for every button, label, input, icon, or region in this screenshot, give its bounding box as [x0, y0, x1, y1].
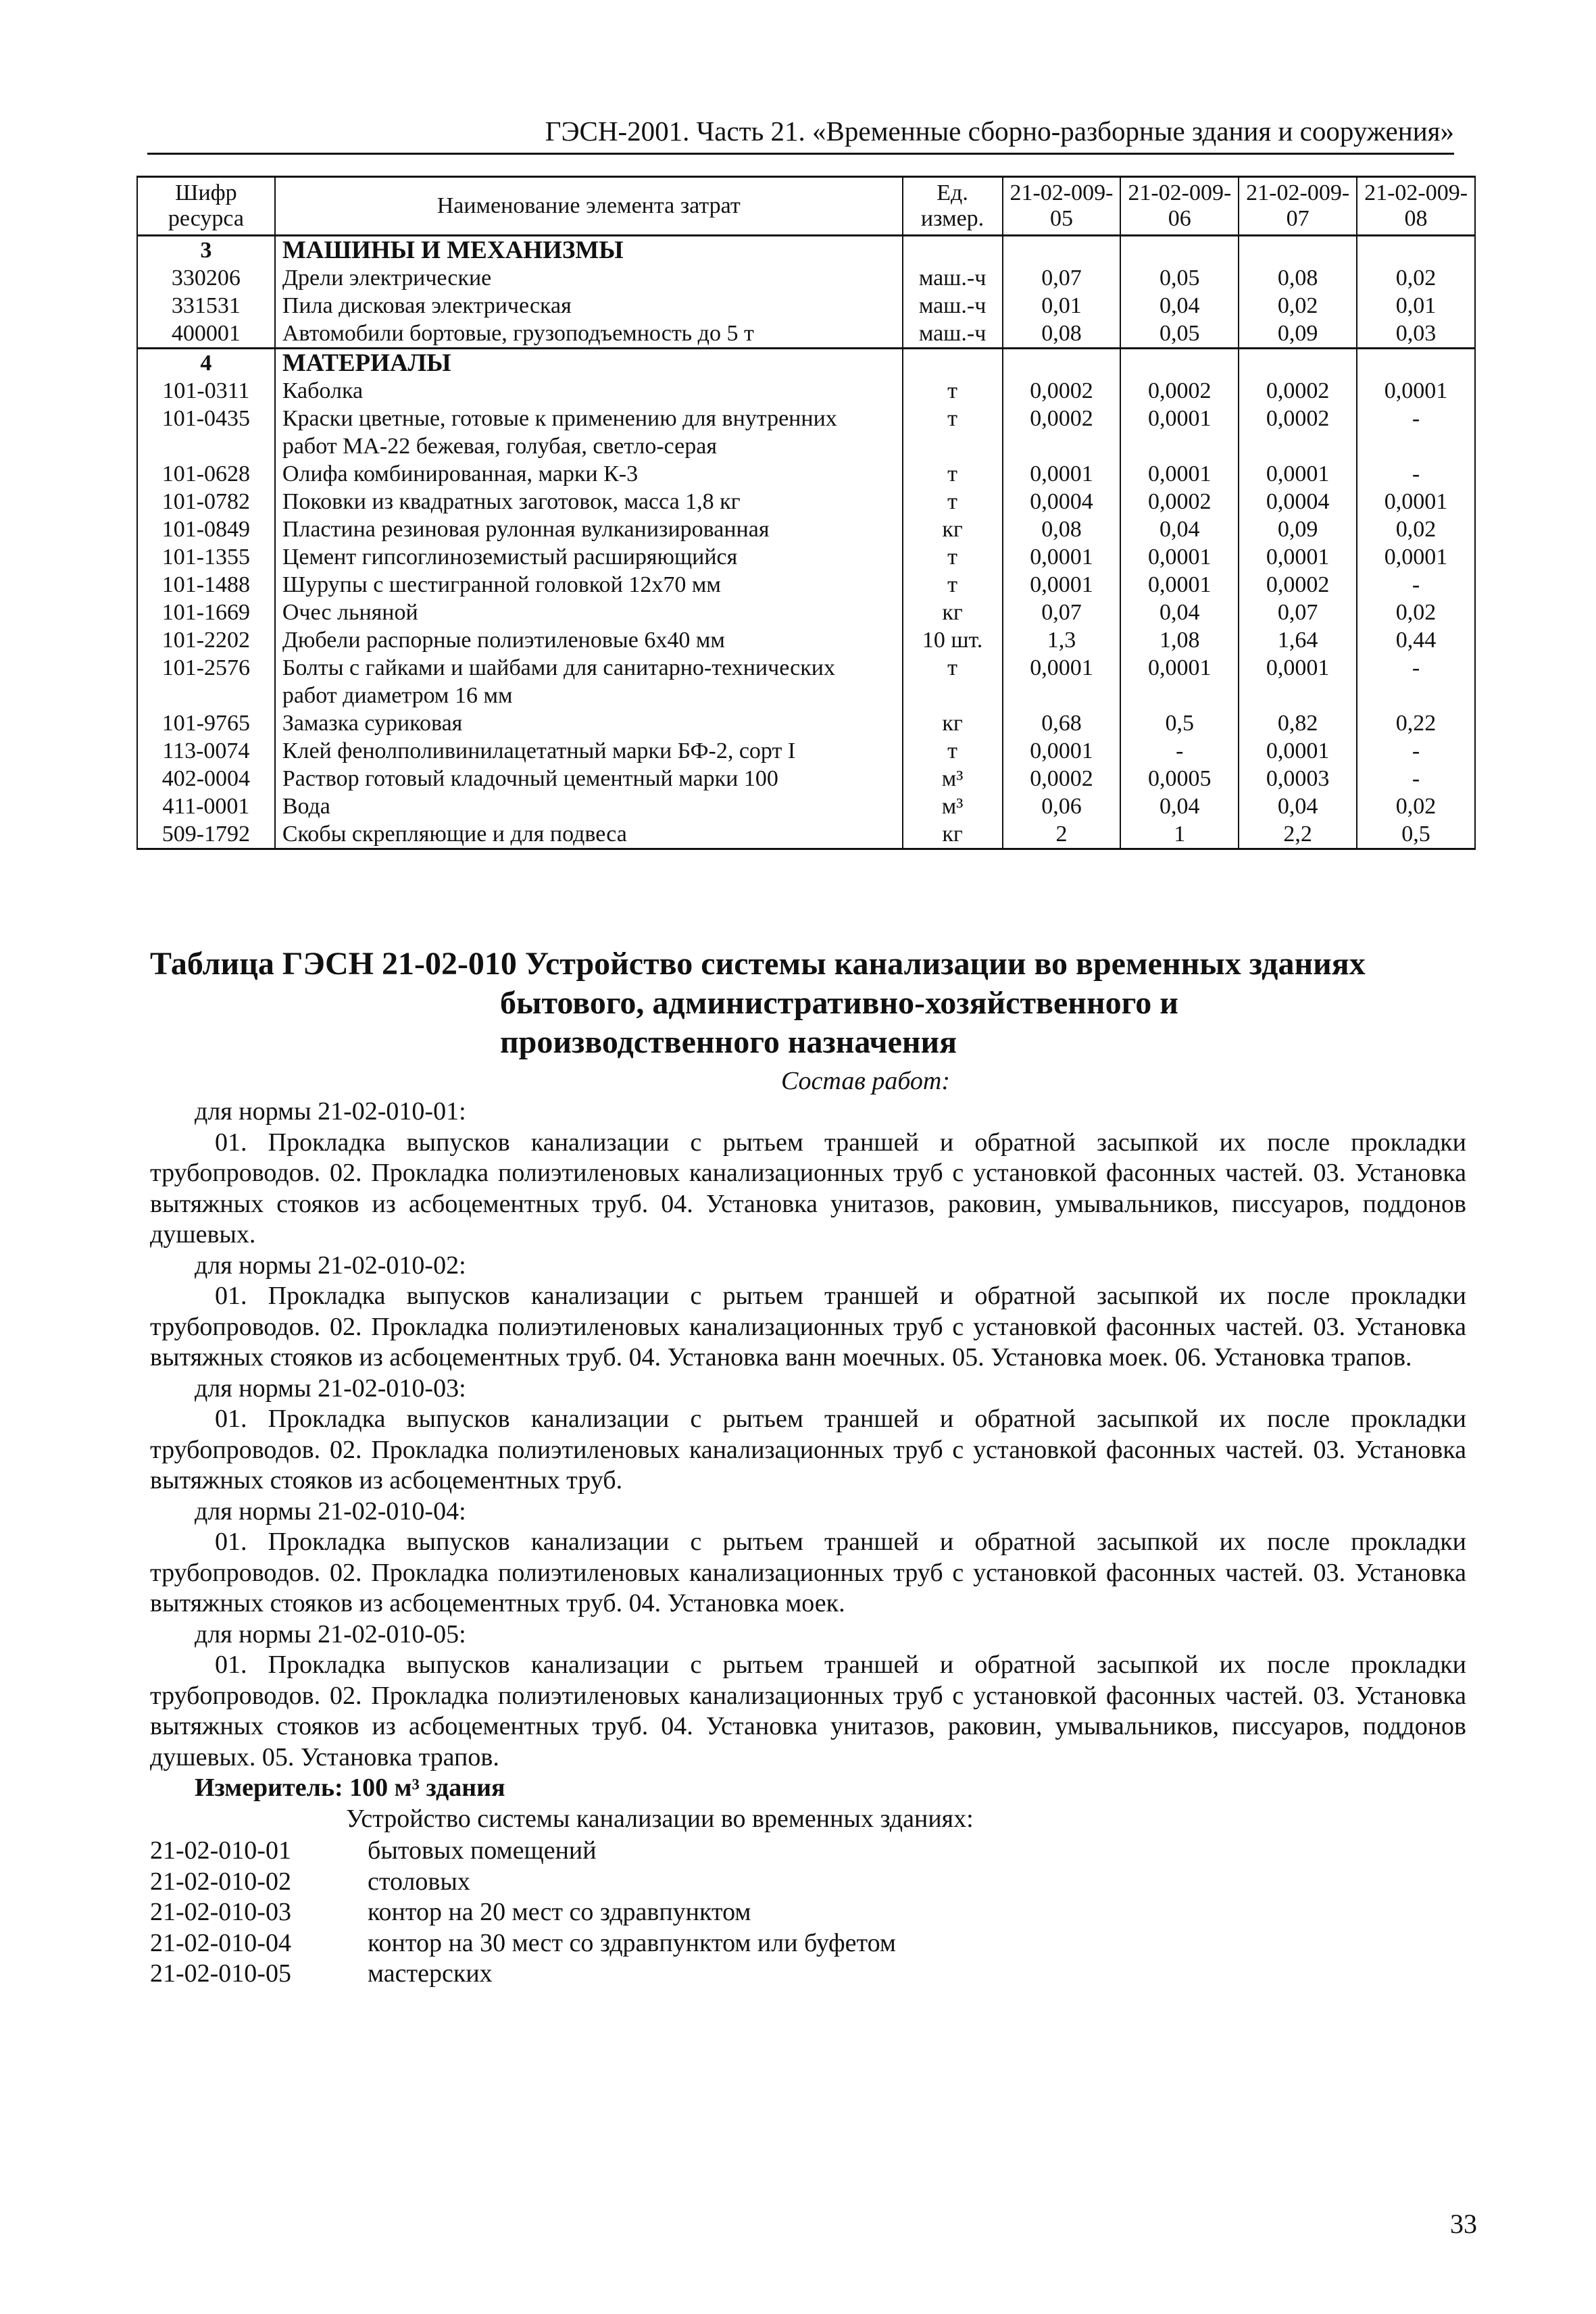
cell-value: 0,01	[1003, 292, 1121, 320]
list-item	[150, 1867, 1466, 1898]
cell-code: 101-0782	[137, 488, 275, 515]
cell-value: 0,0001	[1003, 654, 1121, 709]
cell-code: 402-0004	[137, 765, 275, 793]
cell-name: Автомобили бортовые, грузоподъемность до 5 т	[275, 320, 903, 349]
norm-label: для нормы 21-02-010-02:	[195, 1251, 466, 1280]
meter-items	[150, 1836, 1466, 1990]
cell-value: 0,0002	[1003, 377, 1121, 405]
item-text: мастерских	[368, 1959, 493, 1988]
cell-unit: т	[903, 737, 1003, 765]
cell-value: 0,0002	[1239, 571, 1357, 599]
composition-label: Состав работ:	[780, 1067, 951, 1095]
cell-value	[1003, 349, 1121, 378]
cell-name: Поковки из квадратных заготовок, масса 1,8 кг	[275, 488, 903, 515]
cell-value: 0,08	[1003, 515, 1121, 543]
cell-value: 0,02	[1239, 292, 1357, 320]
table-row	[137, 820, 1475, 849]
col-header-norm-05: 21-02-009-05	[1003, 177, 1121, 236]
cell-value: -	[1357, 654, 1475, 709]
cell-value: 0,0001	[1239, 654, 1357, 709]
cell-code: 509-1792	[137, 820, 275, 849]
norm-label: для нормы 21-02-010-01:	[195, 1097, 466, 1126]
cell-value: 0,5	[1120, 709, 1239, 737]
cell-name: МАТЕРИАЛЫ	[275, 349, 903, 378]
table-section-row	[137, 236, 1475, 265]
cell-unit: м³	[903, 765, 1003, 793]
item-code: 21-02-010-05	[150, 1959, 291, 1988]
cell-value: 0,02	[1357, 793, 1475, 820]
cell-value: -	[1357, 737, 1475, 765]
cell-value: 0,09	[1239, 515, 1357, 543]
item-text: контор на 30 мест со здравпунктом или буфетом	[368, 1928, 896, 1957]
cell-unit: кг	[903, 820, 1003, 849]
cell-unit: 10 шт.	[903, 626, 1003, 654]
cell-code: 113-0074	[137, 737, 275, 765]
item-code: 21-02-010-04	[150, 1928, 291, 1957]
cell-value: 0,0005	[1120, 765, 1239, 793]
cell-name: МАШИНЫ И МЕХАНИЗМЫ	[275, 236, 903, 265]
norm-text: 01. Прокладка выпусков канализации с рытьем траншей и обратной засыпкой их после прокладки трубопроводов. 02. Прокладка полиэтиленовых канализационных труб с установкой фасонных частей. 03. Установка вытяжных стояков из асбоцементных труб. 04. Установка моек.	[150, 1528, 1466, 1617]
item-text: контор на 20 мест со здравпунктом	[368, 1898, 751, 1926]
cell-value: -	[1357, 571, 1475, 599]
cell-value: 0,0001	[1120, 405, 1239, 460]
cell-name: Очес льняной	[275, 599, 903, 626]
cell-value: -	[1357, 405, 1475, 460]
meter-label: Измеритель: 100 м³ здания	[195, 1774, 505, 1802]
table-row	[137, 377, 1475, 405]
cell-name: Краски цветные, готовые к применению для внутренних работ МА-22 бежевая, голубая, светло-серая	[275, 405, 903, 460]
col-header-norm-07: 21-02-009-07	[1239, 177, 1357, 236]
cell-code: 101-0628	[137, 460, 275, 488]
cell-value: 0,03	[1357, 320, 1475, 349]
cell-value: 0,82	[1239, 709, 1357, 737]
list-item	[150, 1928, 1466, 1959]
cell-value: 0,0001	[1239, 460, 1357, 488]
section-title-line2: бытового, административно-хозяйственного и	[500, 985, 1178, 1021]
table-row	[137, 264, 1475, 292]
composition-body	[150, 1097, 1466, 1990]
cell-value: 0,08	[1003, 320, 1121, 349]
cell-value: 0,04	[1120, 793, 1239, 820]
cell-value	[1357, 349, 1475, 378]
cell-value	[1120, 349, 1239, 378]
section-title	[150, 945, 1468, 1062]
table-row	[137, 460, 1475, 488]
cell-unit	[903, 236, 1003, 265]
cell-unit: т	[903, 654, 1003, 709]
section-title-line1: Таблица ГЭСН 21-02-010 Устройство системы канализации во временных зданиях	[150, 946, 1366, 982]
cell-code: 101-0849	[137, 515, 275, 543]
cell-name: Раствор готовый кладочный цементный марки 100	[275, 765, 903, 793]
cell-name: Скобы скрепляющие и для подвеса	[275, 820, 903, 849]
cell-code: 101-0435	[137, 405, 275, 460]
norm-text: 01. Прокладка выпусков канализации с рытьем траншей и обратной засыпкой их после прокладки трубопроводов. 02. Прокладка полиэтиленовых канализационных труб с установкой фасонных частей. 03. Установка вытяжных стояков из асбоцементных труб. 04. Установка унитазов, раковин, умывальников, писсуаров, поддонов душевых.	[150, 1128, 1466, 1249]
cell-name: Олифа комбинированная, марки К-3	[275, 460, 903, 488]
cell-value: 0,22	[1357, 709, 1475, 737]
cell-value: 0,0001	[1120, 460, 1239, 488]
table-section-row	[137, 349, 1475, 378]
cell-value: 0,0002	[1003, 765, 1121, 793]
cell-value: 0,07	[1239, 599, 1357, 626]
col-header-name: Наименование элемента затрат	[275, 177, 903, 236]
cell-code: 101-1488	[137, 571, 275, 599]
cell-value: 0,0003	[1239, 765, 1357, 793]
cell-value: 0,0001	[1120, 571, 1239, 599]
cell-code: 101-2576	[137, 654, 275, 709]
cell-code: 101-1669	[137, 599, 275, 626]
col-header-norm-08: 21-02-009-08	[1357, 177, 1475, 236]
cell-value: 1,64	[1239, 626, 1357, 654]
table-row	[137, 405, 1475, 460]
table-row	[137, 737, 1475, 765]
cell-value: 0,0001	[1357, 377, 1475, 405]
list-item	[150, 1836, 1466, 1867]
running-header: ГЭСН-2001. Часть 21. «Временные сборно-разборные здания и сооружения»	[147, 114, 1454, 155]
norm-text: 01. Прокладка выпусков канализации с рытьем траншей и обратной засыпкой их после прокладки трубопроводов. 02. Прокладка полиэтиленовых канализационных труб с установкой фасонных частей. 03. Установка вытяжных стояков из асбоцементных труб. 04. Установка унитазов, раковин, умывальников, писсуаров, поддонов душевых. 05. Установка трапов.	[150, 1651, 1466, 1771]
cell-name: Вода	[275, 793, 903, 820]
cell-value: 0,02	[1357, 599, 1475, 626]
cell-value: 0,02	[1357, 515, 1475, 543]
cell-unit: т	[903, 543, 1003, 571]
cell-value: 0,0001	[1239, 543, 1357, 571]
cell-value: 2	[1003, 820, 1121, 849]
cell-unit: маш.-ч	[903, 292, 1003, 320]
norms-list	[150, 1097, 1466, 1773]
cell-name: Цемент гипсоглиноземистый расширяющийся	[275, 543, 903, 571]
cell-value: 0,0001	[1239, 737, 1357, 765]
cell-name: Пластина резиновая рулонная вулканизированная	[275, 515, 903, 543]
cell-unit: маш.-ч	[903, 264, 1003, 292]
cell-unit: т	[903, 460, 1003, 488]
cell-name: Пила дисковая электрическая	[275, 292, 903, 320]
item-code: 21-02-010-02	[150, 1867, 291, 1896]
cell-value: 0,68	[1003, 709, 1121, 737]
item-code: 21-02-010-01	[150, 1836, 291, 1865]
cell-code: 101-2202	[137, 626, 275, 654]
table-row	[137, 543, 1475, 571]
cell-code: 101-0311	[137, 377, 275, 405]
col-header-code: Шифр ресурса	[137, 177, 275, 236]
cell-unit: м³	[903, 793, 1003, 820]
cell-value	[1357, 236, 1475, 265]
meter-intro: Устройство системы канализации во временных зданиях:	[346, 1804, 974, 1833]
cell-value: -	[1357, 765, 1475, 793]
cell-name: Замазка суриковая	[275, 709, 903, 737]
cell-value: 0,09	[1239, 320, 1357, 349]
cell-name: Шурупы с шестигранной головкой 12х70 мм	[275, 571, 903, 599]
cell-unit: кг	[903, 599, 1003, 626]
cell-name: Дрели электрические	[275, 264, 903, 292]
cell-unit: т	[903, 377, 1003, 405]
cell-value: 0,0002	[1120, 377, 1239, 405]
table-row	[137, 599, 1475, 626]
table-row	[137, 320, 1475, 349]
norm-label: для нормы 21-02-010-04:	[195, 1496, 466, 1526]
cell-unit: маш.-ч	[903, 320, 1003, 349]
cell-value: 0,0002	[1239, 377, 1357, 405]
cell-name: Дюбели распорные полиэтиленовые 6х40 мм	[275, 626, 903, 654]
cell-unit: кг	[903, 709, 1003, 737]
col-header-unit: Ед. измер.	[903, 177, 1003, 236]
cell-value: 0,0001	[1003, 737, 1121, 765]
table-row	[137, 571, 1475, 599]
cell-unit: кг	[903, 515, 1003, 543]
cell-value: 1	[1120, 820, 1239, 849]
norm-text: 01. Прокладка выпусков канализации с рытьем траншей и обратной засыпкой их после прокладки трубопроводов. 02. Прокладка полиэтиленовых канализационных труб с установкой фасонных частей. 03. Установка вытяжных стояков из асбоцементных труб. 04. Установка ванн моечных. 05. Установка моек. 06. Установка трапов.	[150, 1282, 1466, 1372]
table-row	[137, 709, 1475, 737]
cell-value: 1,3	[1003, 626, 1121, 654]
cell-value: 0,08	[1239, 264, 1357, 292]
cell-value: 0,0001	[1120, 543, 1239, 571]
resource-table	[136, 176, 1476, 850]
cell-value: -	[1357, 460, 1475, 488]
cell-value: 0,07	[1003, 264, 1121, 292]
cell-name: Болты с гайками и шайбами для санитарно-технических работ диаметром 16 мм	[275, 654, 903, 709]
cell-code: 411-0001	[137, 793, 275, 820]
table-header-row	[137, 177, 1475, 236]
table-row	[137, 654, 1475, 709]
col-header-norm-06: 21-02-009-06	[1120, 177, 1239, 236]
cell-value: 0,0002	[1239, 405, 1357, 460]
cell-value: 0,01	[1357, 292, 1475, 320]
list-item	[150, 1959, 1466, 1990]
cell-code: 101-1355	[137, 543, 275, 571]
table-row	[137, 292, 1475, 320]
cell-value: 2,2	[1239, 820, 1357, 849]
cell-value: 0,0002	[1003, 405, 1121, 460]
cell-code: 331531	[137, 292, 275, 320]
cell-value: 0,04	[1239, 793, 1357, 820]
cell-value: 0,5	[1357, 820, 1475, 849]
cell-value	[1120, 236, 1239, 265]
cell-unit: т	[903, 405, 1003, 460]
cell-value: 0,02	[1357, 264, 1475, 292]
item-text: бытовых помещений	[368, 1836, 597, 1865]
cell-code: 330206	[137, 264, 275, 292]
norm-text: 01. Прокладка выпусков канализации с рытьем траншей и обратной засыпкой их после прокладки трубопроводов. 02. Прокладка полиэтиленовых канализационных труб с установкой фасонных частей. 03. Установка вытяжных стояков из асбоцементных труб.	[150, 1405, 1466, 1494]
cell-code: 3	[137, 236, 275, 265]
cell-value: 0,05	[1120, 320, 1239, 349]
cell-value: 0,0002	[1120, 488, 1239, 515]
cell-value: 0,44	[1357, 626, 1475, 654]
cell-value: 0,0001	[1357, 543, 1475, 571]
table-row	[137, 488, 1475, 515]
cell-unit: т	[903, 571, 1003, 599]
cell-code: 101-9765	[137, 709, 275, 737]
cell-value: 0,04	[1120, 292, 1239, 320]
cell-value: 0,0001	[1003, 543, 1121, 571]
cell-value: 0,07	[1003, 599, 1121, 626]
cell-code: 4	[137, 349, 275, 378]
cell-name: Клей фенолполивинилацетатный марки БФ-2, сорт I	[275, 737, 903, 765]
norm-label: для нормы 21-02-010-05:	[195, 1619, 466, 1649]
page-number: 33	[1450, 2209, 1477, 2239]
cell-value: 0,05	[1120, 264, 1239, 292]
cell-value: 0,0001	[1003, 571, 1121, 599]
cell-value: 0,04	[1120, 599, 1239, 626]
cell-value: 0,0004	[1239, 488, 1357, 515]
cell-code: 400001	[137, 320, 275, 349]
item-code: 21-02-010-03	[150, 1898, 291, 1926]
cell-value: 0,0001	[1003, 460, 1121, 488]
table-row	[137, 626, 1475, 654]
cell-value	[1239, 349, 1357, 378]
cell-value: 0,0001	[1357, 488, 1475, 515]
list-item	[150, 1897, 1466, 1928]
cell-value: -	[1120, 737, 1239, 765]
table-row	[137, 765, 1475, 793]
cell-value: 1,08	[1120, 626, 1239, 654]
table-row	[137, 793, 1475, 820]
cell-value: 0,06	[1003, 793, 1121, 820]
table-row	[137, 515, 1475, 543]
cell-unit	[903, 349, 1003, 378]
cell-value	[1239, 236, 1357, 265]
cell-name: Каболка	[275, 377, 903, 405]
section-title-line3: производственного назначения	[500, 1024, 957, 1060]
cell-value	[1003, 236, 1121, 265]
cell-value: 0,0001	[1120, 654, 1239, 709]
norm-label: для нормы 21-02-010-03:	[195, 1374, 466, 1403]
item-text: столовых	[368, 1867, 470, 1896]
cell-unit: т	[903, 488, 1003, 515]
cell-value: 0,04	[1120, 515, 1239, 543]
cell-value: 0,0004	[1003, 488, 1121, 515]
